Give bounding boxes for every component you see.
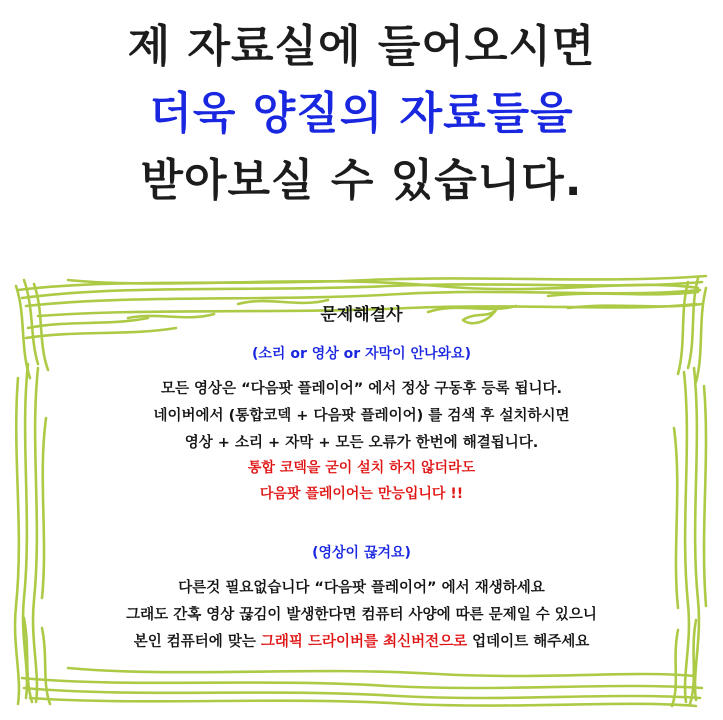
group1-line-1: 모든 영상은 “다음팟 플레이어” 에서 정상 구동후 등록 됩니다. <box>160 381 563 397</box>
group1-line-3: 영상 + 소리 + 자막 + 모든 오류가 한번에 해결됩니다. <box>184 434 539 451</box>
group1-line-2: 네이버에서 (통합코덱 + 다음팟 플레이어) 를 검색 후 설치하시면 <box>153 407 570 424</box>
mixed-line-emphasis: 그래픽 드라이버를 최신버전으로 <box>260 633 468 650</box>
group2-line-1: 다른것 필요없습니다 “다음팟 플레이어” 에서 재생하세요 <box>178 580 545 597</box>
group1-heading: (소리 or 영상 or 자막이 안나와요) <box>252 346 471 362</box>
section-spacer <box>30 508 693 542</box>
headline-line-1: 제 자료실에 들어오시면 <box>127 21 596 72</box>
group1-red-line-2: 다음팟 플레이어는 만능입니다 !! <box>259 486 464 503</box>
group2-mixed-line <box>30 629 693 656</box>
mixed-line-prefix: 본인 컴퓨터에 맞는 <box>133 633 261 650</box>
group2-heading: (영상이 끊겨요) <box>312 545 411 562</box>
section-title: 문제해결사 <box>320 305 403 325</box>
headline-line-3: 받아보실 수 있습니다. <box>140 154 583 206</box>
body-content <box>30 300 693 656</box>
group2-line-2: 그래도 간혹 영상 끊김이 발생한다면 컴퓨터 사양에 따른 문제일 수 있으니 <box>126 607 597 624</box>
mixed-line-suffix: 업데이트 해주세요 <box>467 633 590 650</box>
headline-block <box>0 14 723 215</box>
headline-line-2: 더욱 양질의 자료들을 <box>149 87 574 139</box>
group1-red-line-1: 통합 코덱을 굳이 설치 하지 않더라도 <box>247 460 476 477</box>
